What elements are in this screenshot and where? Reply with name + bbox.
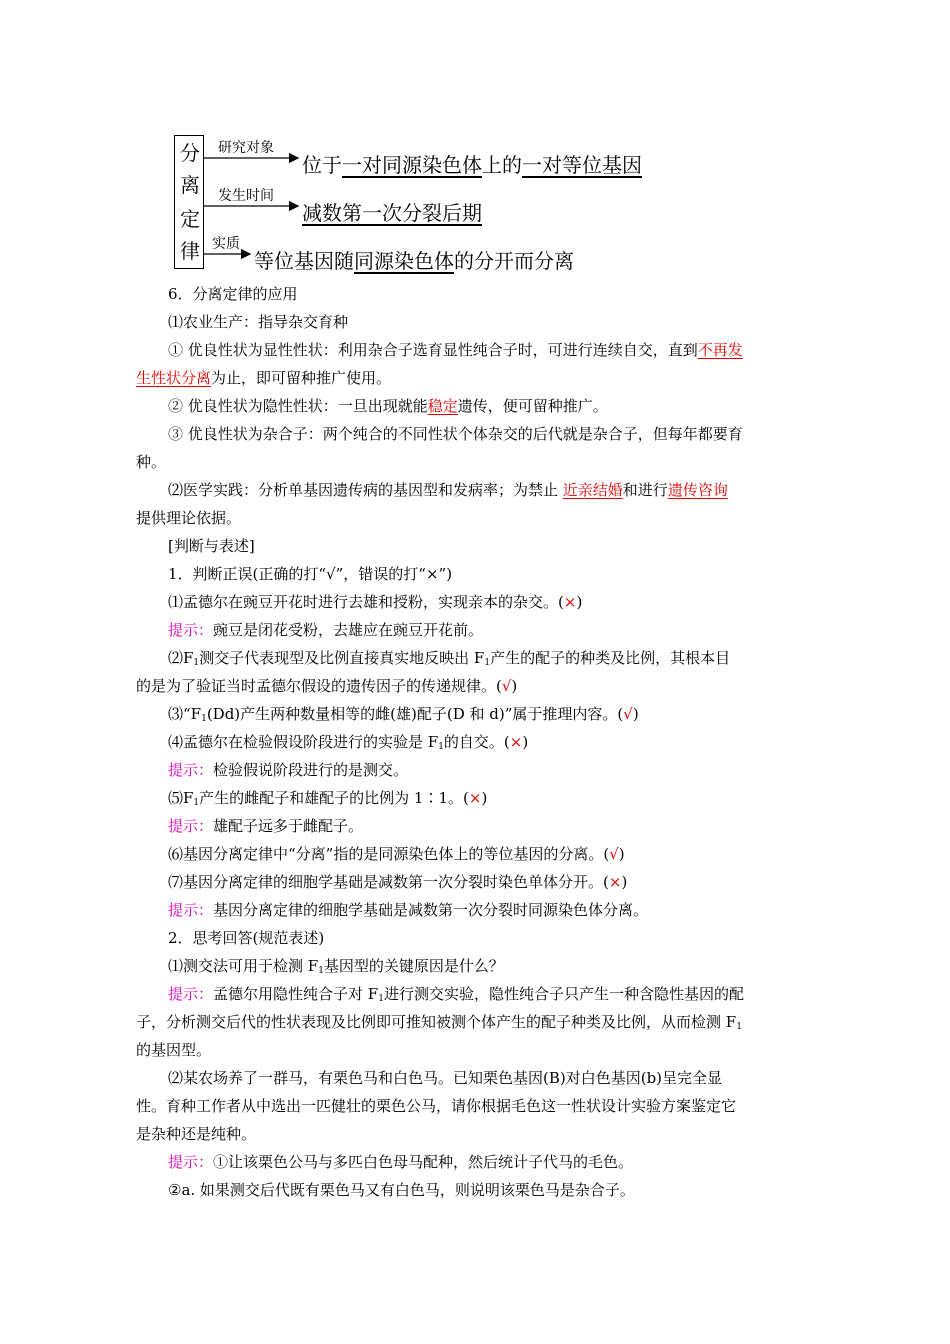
text-segment: 提供理论依据。 <box>136 509 242 527</box>
text-segment: 的自交。( <box>443 733 510 751</box>
text-segment: 近亲结婚 <box>562 481 623 499</box>
text-line <box>168 901 648 919</box>
hint-label: 提示： <box>168 1153 214 1171</box>
text-segment: 的基因型。 <box>136 1041 212 1059</box>
text-segment: ⑺基因分离定律的细胞学基础是减数第一次分裂时染色单体分开。( <box>168 873 609 891</box>
text-segment: 检验假说阶段进行的是测交。 <box>213 761 409 779</box>
text-line <box>168 397 608 415</box>
text-segment: × <box>509 733 523 751</box>
bracket-char: 律 <box>180 239 200 263</box>
text-segment: 种。 <box>136 453 167 471</box>
text-line <box>168 817 363 835</box>
text-line <box>136 1041 211 1059</box>
text-segment: ) <box>632 705 639 723</box>
text-line <box>168 285 298 303</box>
text-line <box>136 453 166 471</box>
text-line <box>136 509 241 527</box>
subscript: 1 <box>201 714 207 724</box>
subscript: 1 <box>438 742 444 752</box>
row-segment: 位于 <box>302 153 342 177</box>
text-segment: 产生的配子的种类及比例，其根本目 <box>490 649 731 667</box>
text-segment: 子，分析测交后代的性状表现及比例即可推知被测个体产生的配子种类及比例，从而检测 F <box>136 1013 737 1031</box>
text-line <box>168 1069 722 1087</box>
row-label: 实质 <box>212 236 240 252</box>
text-segment: √ <box>623 705 633 723</box>
text-segment: ) <box>511 677 518 695</box>
row-label: 研究对象 <box>218 140 274 156</box>
text-line <box>168 481 728 499</box>
text-segment: × <box>563 593 577 611</box>
text-line <box>168 873 627 891</box>
text-line <box>168 929 324 947</box>
text-line <box>168 845 625 863</box>
row-label: 发生时间 <box>218 188 274 204</box>
text-segment: 和进行 <box>622 481 668 499</box>
text-line <box>168 733 528 756</box>
text-segment: 稳定 <box>427 397 458 415</box>
text-segment: ⑴测交法可用于检测 F <box>168 957 319 975</box>
text-segment: ) <box>522 733 529 751</box>
text-segment: ⑵F <box>168 649 194 667</box>
row-segment: 的分开而分离 <box>454 249 574 273</box>
text-segment: 性。育种工作者从中选出一匹健壮的栗色公马，请你根据毛色这一性状设计实验方案鉴定它 <box>136 1097 737 1115</box>
row-content <box>302 149 642 178</box>
text-segment: 进行测交实验，隐性纯合子只产生一种含隐性基因的配 <box>383 985 744 1003</box>
separation-law-diagram <box>174 135 694 275</box>
text-segment: ⑵医学实践：分析单基因遗传病的基因型和发病率；为禁止 <box>168 481 563 499</box>
text-segment: 遗传，便可留种推广。 <box>457 397 608 415</box>
text-segment: ① 优良性状为显性性状：利用杂合子选育显性纯合子时，可进行连续自交，直到 <box>168 341 698 359</box>
text-segment: ) <box>618 845 625 863</box>
text-segment: 基因分离定律的细胞学基础是减数第一次分裂时同源染色体分离。 <box>213 901 649 919</box>
hint-label: 提示： <box>168 621 214 639</box>
text-segment: ⑸F <box>168 789 194 807</box>
text-segment: ) <box>576 593 583 611</box>
bracket-char: 定 <box>180 207 200 231</box>
text-line <box>168 537 255 555</box>
text-segment: ⑷孟德尔在检验假设阶段进行的实验是 F <box>168 733 439 751</box>
text-line <box>168 341 743 359</box>
text-line <box>168 957 504 980</box>
row-segment: 同源染色体 <box>354 249 454 273</box>
text-segment: 生性状分离 <box>136 369 212 387</box>
subscript: 1 <box>736 1022 742 1032</box>
text-segment: 基因型的关键原因是什么？ <box>323 957 504 975</box>
text-segment: ) <box>481 789 488 807</box>
text-line <box>168 565 452 583</box>
text-line <box>168 985 744 1008</box>
text-line <box>168 1153 633 1171</box>
bracket-char: 离 <box>180 173 200 197</box>
text-line <box>136 1125 256 1143</box>
text-line <box>168 313 348 331</box>
row-segment: 减数第一次分裂后期 <box>302 201 482 225</box>
text-segment: ①让该栗色公马与多匹白色母马配种，然后统计子代马的毛色。 <box>213 1153 634 1171</box>
text-line <box>168 593 582 611</box>
row-segment: 一对同源染色体 <box>342 153 482 177</box>
text-segment: ⑶“F <box>168 705 202 723</box>
text-segment: ⑹基因分离定律中“分离”指的是同源染色体上的等位基因的分离。( <box>168 845 610 863</box>
text-segment: 为止，即可留种推广使用。 <box>211 369 392 387</box>
text-segment: 的是为了验证当时孟德尔假设的遗传因子的传递规律。( <box>136 677 502 695</box>
subscript: 1 <box>193 798 200 808</box>
text-segment: √ <box>609 845 619 863</box>
text-segment: × <box>608 873 622 891</box>
text-segment: 1．判断正误(正确的打“√”，错误的打“×”) <box>168 565 453 583</box>
text-line <box>168 761 408 779</box>
text-segment: ②a. 如果测交后代既有栗色马又有白色马，则说明该栗色马是杂合子。 <box>168 1181 635 1199</box>
text-line <box>168 1181 635 1199</box>
text-segment: × <box>468 789 482 807</box>
text-segment: 遗传咨询 <box>667 481 728 499</box>
text-segment: (Dd)产生两种数量相等的雌(雄)配子(D 和 d)”属于推理内容。( <box>206 705 624 723</box>
text-segment: 孟德尔用隐性纯合子对 F <box>213 985 379 1003</box>
subscript: 1 <box>378 994 384 1004</box>
text-segment: 不再发 <box>697 341 743 359</box>
text-line <box>168 425 743 443</box>
subscript: 1 <box>318 966 324 976</box>
text-segment: 是杂种还是纯种。 <box>136 1125 257 1143</box>
text-segment: 2．思考回答(规范表述) <box>168 929 325 947</box>
hint-label: 提示： <box>168 901 214 919</box>
text-segment: ⑵某农场养了一群马，有栗色马和白色马。已知栗色基因(B)对白色基因(b)呈完全显 <box>168 1069 723 1087</box>
row-segment: 一对等位基因 <box>522 153 642 177</box>
text-segment: ⑴孟德尔在豌豆开花时进行去雄和授粉，实现亲本的杂交。( <box>168 593 564 611</box>
text-line <box>136 1013 742 1036</box>
hint-label: 提示： <box>168 817 214 835</box>
row-content <box>302 197 482 226</box>
text-line <box>168 621 483 639</box>
row-content <box>254 245 574 274</box>
text-segment: 产生的雌配子和雄配子的比例为 1∶1。( <box>199 789 469 807</box>
text-segment: ③ 优良性状为杂合子：两个纯合的不同性状个体杂交的后代就是杂合子，但每年都要育 <box>168 425 743 443</box>
text-line <box>168 705 639 728</box>
text-segment: √ <box>501 677 512 695</box>
subscript: 1 <box>193 658 200 668</box>
text-line <box>136 369 391 387</box>
text-segment: [判断与表述] <box>168 537 255 555</box>
text-segment: 豌豆是闭花受粉，去雄应在豌豆开花前。 <box>213 621 484 639</box>
hint-label: 提示： <box>168 985 214 1003</box>
text-line <box>136 677 517 695</box>
text-line <box>168 649 730 672</box>
text-line <box>136 1097 736 1115</box>
text-segment: 测交子代表现型及比例直接真实地反映出 F <box>199 649 485 667</box>
text-segment: 雄配子远多于雌配子。 <box>213 817 364 835</box>
text-segment: ⑴农业生产：指导杂交育种 <box>168 313 349 331</box>
bracket-char: 分 <box>180 141 200 165</box>
row-segment: 上的 <box>482 153 522 177</box>
subscript: 1 <box>484 658 491 668</box>
text-segment: 6．分离定律的应用 <box>168 285 298 303</box>
text-segment: ) <box>621 873 628 891</box>
text-line <box>168 789 487 812</box>
text-segment: ② 优良性状为隐性性状：一旦出现就能 <box>168 397 428 415</box>
hint-label: 提示： <box>168 761 214 779</box>
row-segment: 等位基因随 <box>254 249 354 273</box>
